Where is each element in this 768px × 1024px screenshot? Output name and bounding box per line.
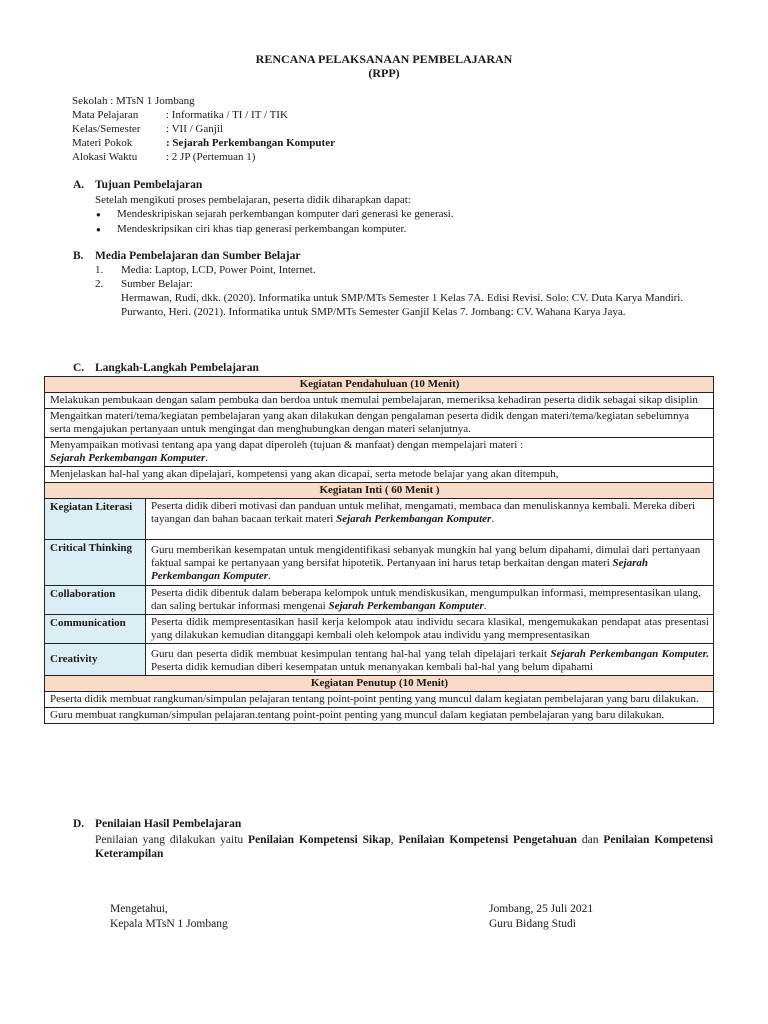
row-text: Menyampaikan motivasi tentang apa yang dapat diperoleh (tujuan & manfaat) dengan mempelajari materi : <box>50 439 524 451</box>
row-emphasis: Sejarah Perkembangan Komputer <box>151 557 648 582</box>
info-row-time <box>72 151 335 165</box>
inti-label: Critical Thinking <box>45 540 146 586</box>
inti-description <box>146 499 714 540</box>
inti-header: Kegiatan Inti ( 60 Menit ) <box>45 483 714 499</box>
table-row: Melakukan pembukaan dengan salam pembuka dan berdoa untuk memulai pembelajaran, memeriksa kehadiran peserta didik sebagai sikap disiplin <box>45 393 714 409</box>
section-a-heading <box>73 179 202 192</box>
info-row-subject <box>72 109 335 123</box>
list-number: 1. <box>95 264 104 276</box>
list-number: 2. <box>95 278 104 290</box>
info-key: Kelas/Semester <box>72 123 141 135</box>
body-bold: Penilaian Kompetensi Pengetahuan <box>398 834 577 846</box>
doc-title: RENCANA PELAKSANAAN PEMBELAJARAN <box>255 52 513 66</box>
section-c-heading <box>73 362 259 375</box>
reference-2: Purwanto, Heri. (2021). Informatika untuk SMP/MTs Semester Ganjil Kelas 7. Jombang: CV. Wahana Karya Jaya. <box>121 306 626 318</box>
signature-date: Jombang, 25 Juli 2021 <box>489 903 594 915</box>
signature-left <box>110 902 228 932</box>
inti-label: Communication <box>45 615 146 644</box>
pendahuluan-header: Kegiatan Pendahuluan (10 Menit) <box>45 377 714 393</box>
identity-block <box>72 95 335 165</box>
info-value: : VII / Ganjil <box>166 123 223 135</box>
inti-description <box>146 586 714 615</box>
body-text: , <box>390 834 399 846</box>
info-value: : 2 JP (Pertemuan 1) <box>166 151 256 163</box>
section-d-heading <box>73 818 241 831</box>
inti-label: Collaboration <box>45 586 146 615</box>
list-text: Media: Laptop, LCD, Power Point, Internet. <box>121 264 316 276</box>
row-text: Guru memberikan kesempatan untuk mengidentifikasi sebanyak mungkin hal yang belum dipahami, dimulai dari pertanyaan faktual sampai ke pertanyaan yang bersifat hipotetik. Pertanyaan ini harus tetap berkaitan dengan materi <box>151 544 701 569</box>
table-row: Peserta didik membuat rangkuman/simpulan pelajaran tentang point-point penting yang muncul dalam kegiatan pembelajaran yang baru dilakukan. <box>45 692 714 708</box>
row-text: Peserta didik diberi motivasi dan panduan untuk melihat, mengamati, membaca dan menuliskannya kembali. Mereka diberi tayangan dan bahan bacaan terkait materi <box>151 500 696 525</box>
signature-right <box>489 902 593 932</box>
section-letter: A. <box>73 179 85 191</box>
row-emphasis: Sejarah Perkembangan Komputer <box>328 600 484 612</box>
table-row: Mengaitkan materi/tema/kegiatan pembelajaran yang akan dilakukan dengan pengalaman peserta didik dengan materi/tema/kegiatan sebelumnya serta mengajukan pertanyaan untuk mengingat dan menghubungkan dengan materi selanjutnya. <box>45 409 714 438</box>
list-item: ● Mendeskripiskan sejarah perkembangan komputer dari generasi ke generasi. <box>95 208 715 221</box>
info-key: Alokasi Waktu <box>72 151 138 163</box>
section-b-body <box>95 264 715 319</box>
table-row <box>45 438 714 467</box>
row-text: . <box>483 600 487 612</box>
body-text: Penilaian yang dilakukan yaitu <box>95 834 249 846</box>
learning-steps-table <box>44 376 714 724</box>
info-row-school <box>72 95 335 109</box>
row-text: . <box>205 452 208 464</box>
penutup-header: Kegiatan Penutup (10 Menit) <box>45 676 714 692</box>
inti-label: Creativity <box>45 644 146 676</box>
reference-1: Hermawan, Rudi, dkk. (2020). Informatika untuk SMP/MTs Semester 1 Kelas 7A. Edisi Revisi. Solo: CV. Duta Karya Mandiri. <box>121 292 684 304</box>
section-title: Penilaian Hasil Pembelajaran <box>95 818 242 830</box>
list-item: ● Mendeskripsikan ciri khas tiap generasi perkembangan komputer. <box>95 223 715 236</box>
signature-line: Mengetahui, <box>110 903 168 915</box>
info-key: Sekolah : MTsN 1 Jombang <box>72 95 195 107</box>
table-row: Menjelaskan hal-hal yang akan dipelajari, kompetensi yang akan dicapai, serta metode belajar yang akan ditempuh, <box>45 467 714 483</box>
inti-description <box>146 540 714 586</box>
section-letter: B. <box>73 250 84 262</box>
list-item <box>95 278 715 291</box>
body-bold: Penilaian Kompetensi Keterampilan <box>95 834 714 860</box>
inti-description <box>146 615 714 644</box>
info-value: : Informatika / TI / IT / TIK <box>166 109 288 121</box>
section-letter: C. <box>73 362 85 374</box>
section-a-intro: Setelah mengikuti proses pembelajaran, peserta didik diharapkan dapat: <box>95 194 411 206</box>
row-text: Guru dan peserta didik membuat kesimpulan tentang hal-hal yang telah dipelajari terkait <box>151 648 551 660</box>
inti-label: Kegiatan Literasi <box>45 499 146 540</box>
section-letter: D. <box>73 818 85 830</box>
info-key: Materi Pokok <box>72 137 133 149</box>
info-key: Mata Pelajaran <box>72 109 139 121</box>
row-text: Peserta didik mempresentasikan hasil kerja kelompok atau individu secara klasikal, mengemukakan pendapat atas presentasi yang dilakukan kemudian ditanggapi kembali oleh kelompok atau individu yang mempresentasikan <box>151 616 709 641</box>
section-d-body <box>95 833 713 861</box>
section-title: Tujuan Pembelajaran <box>95 179 203 191</box>
list-text: Sumber Belajar: <box>121 278 193 290</box>
doc-subtitle: (RPP) <box>368 66 400 80</box>
inti-description <box>146 644 714 676</box>
body-bold: Penilaian Kompetensi Sikap <box>248 834 391 846</box>
row-text: . <box>268 570 271 582</box>
row-emphasis: Sejarah Perkembangan Komputer. <box>550 648 710 660</box>
info-value: : Sejarah Perkembangan Komputer <box>166 137 335 149</box>
body-text: dan <box>576 834 604 846</box>
row-emphasis: Sejarah Perkembangan Komputer <box>336 513 492 525</box>
section-title: Media Pembelajaran dan Sumber Belajar <box>95 250 301 262</box>
row-text: . <box>491 513 495 525</box>
signature-role: Guru Bidang Studi <box>489 918 576 930</box>
section-title: Langkah-Langkah Pembelajaran <box>95 362 259 374</box>
list-item <box>95 264 715 277</box>
info-row-class <box>72 123 335 137</box>
signature-role: Kepala MTsN 1 Jombang <box>110 918 228 930</box>
table-row: Guru membuat rangkuman/simpulan pelajaran.tentang point-point penting yang muncul dalam kegiatan pembelajaran yang baru dilakukan. <box>45 708 714 724</box>
row-text: Peserta didik kemudian diberi kesempatan untuk menanyakan kembali hal-hal yang belum dipahami <box>151 661 594 673</box>
section-b-heading <box>73 250 301 263</box>
info-row-topic <box>72 137 335 151</box>
row-emphasis: Sejarah Perkembangan Komputer <box>50 452 206 464</box>
section-a-body <box>95 194 715 236</box>
row-text: Peserta didik dibentuk dalam beberapa kelompok untuk mendiskusikan, mengumpulkan informasi, mempresentasikan ulang, dan saling bertukar informasi mengenai <box>151 587 701 612</box>
